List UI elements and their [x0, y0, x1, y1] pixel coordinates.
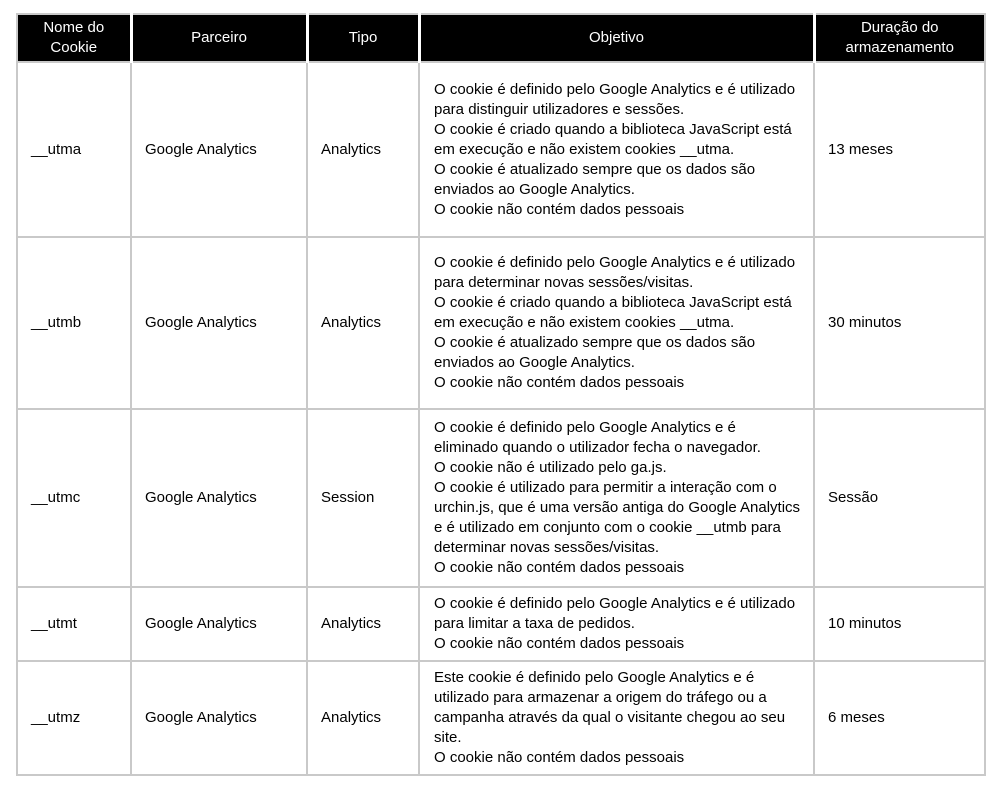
objetivo-cell — [419, 409, 814, 587]
table-header-row — [17, 14, 985, 62]
cookie-policy-table — [16, 13, 986, 776]
cookie-name-cell: __utmt — [17, 587, 131, 661]
column-header-nome-do-cookie: Nome do Cookie — [17, 14, 131, 62]
objetivo-cell — [419, 62, 814, 237]
parceiro-cell: Google Analytics — [131, 661, 307, 775]
objetivo-line: O cookie não contém dados pessoais — [434, 635, 685, 652]
cookie-name-cell: __utmz — [17, 661, 131, 775]
parceiro-cell: Google Analytics — [131, 587, 307, 661]
parceiro-cell: Google Analytics — [131, 409, 307, 587]
column-header-tipo: Tipo — [307, 14, 419, 62]
objetivo-cell — [419, 587, 814, 661]
tipo-cell: Analytics — [307, 237, 419, 409]
objetivo-line: O cookie não contém dados pessoais — [434, 749, 685, 766]
table-row-utmc — [17, 409, 985, 587]
objetivo-line: O cookie não é utilizado pelo ga.js. — [434, 459, 667, 476]
objetivo-line: O cookie não contém dados pessoais — [434, 374, 685, 391]
tipo-cell: Analytics — [307, 62, 419, 237]
cookie-name-cell: __utmc — [17, 409, 131, 587]
objetivo-line: O cookie é definido pelo Google Analytics e é utilizado para limitar a taxa de pedidos. — [434, 595, 796, 632]
parceiro-cell: Google Analytics — [131, 237, 307, 409]
duracao-cell: 13 meses — [814, 62, 985, 237]
table-row-utmz — [17, 661, 985, 775]
tipo-cell: Analytics — [307, 587, 419, 661]
tipo-cell: Analytics — [307, 661, 419, 775]
objetivo-cell — [419, 661, 814, 775]
parceiro-cell: Google Analytics — [131, 62, 307, 237]
duracao-cell: 30 minutos — [814, 237, 985, 409]
table-row-utmt — [17, 587, 985, 661]
objetivo-line: O cookie é atualizado sempre que os dados são enviados ao Google Analytics. — [434, 334, 756, 371]
objetivo-line: O cookie é atualizado sempre que os dados são enviados ao Google Analytics. — [434, 160, 756, 198]
objetivo-line: O cookie é definido pelo Google Analytics e é utilizado para determinar novas sessões/visitas. — [434, 254, 796, 291]
objetivo-cell — [419, 237, 814, 409]
objetivo-line: O cookie é utilizado para permitir a interação com o urchin.js, que é uma versão antiga do Google Analytics e é utilizado em conjunto com o cookie __utmb para determinar novas sessões/visitas. — [434, 479, 801, 556]
cookie-name-cell: __utmb — [17, 237, 131, 409]
duracao-cell: 10 minutos — [814, 587, 985, 661]
objetivo-line: O cookie é criado quando a biblioteca JavaScript está em execução e não existem cookies __utma. — [434, 120, 792, 158]
objetivo-line: O cookie é definido pelo Google Analytics e é utilizado para distinguir utilizadores e sessões. — [434, 80, 796, 118]
duracao-cell: Sessão — [814, 409, 985, 587]
column-header-duracao: Duração do armazenamento — [814, 14, 985, 62]
objetivo-line: O cookie não contém dados pessoais — [434, 559, 685, 576]
cookie-name-cell: __utma — [17, 62, 131, 237]
objetivo-line: O cookie não contém dados pessoais — [434, 200, 685, 218]
duracao-cell: 6 meses — [814, 661, 985, 775]
column-header-objetivo: Objetivo — [419, 14, 814, 62]
objetivo-line: O cookie é definido pelo Google Analytics e é eliminado quando o utilizador fecha o navegador. — [434, 419, 761, 456]
table-row-utma — [17, 62, 985, 237]
column-header-parceiro: Parceiro — [131, 14, 307, 62]
table-row-utmb — [17, 237, 985, 409]
objetivo-line: Este cookie é definido pelo Google Analytics e é utilizado para armazenar a origem do tráfego ou a campanha através da qual o visitante chegou ao seu site. — [434, 669, 786, 746]
tipo-cell: Session — [307, 409, 419, 587]
objetivo-line: O cookie é criado quando a biblioteca JavaScript está em execução e não existem cookies __utma. — [434, 294, 792, 331]
